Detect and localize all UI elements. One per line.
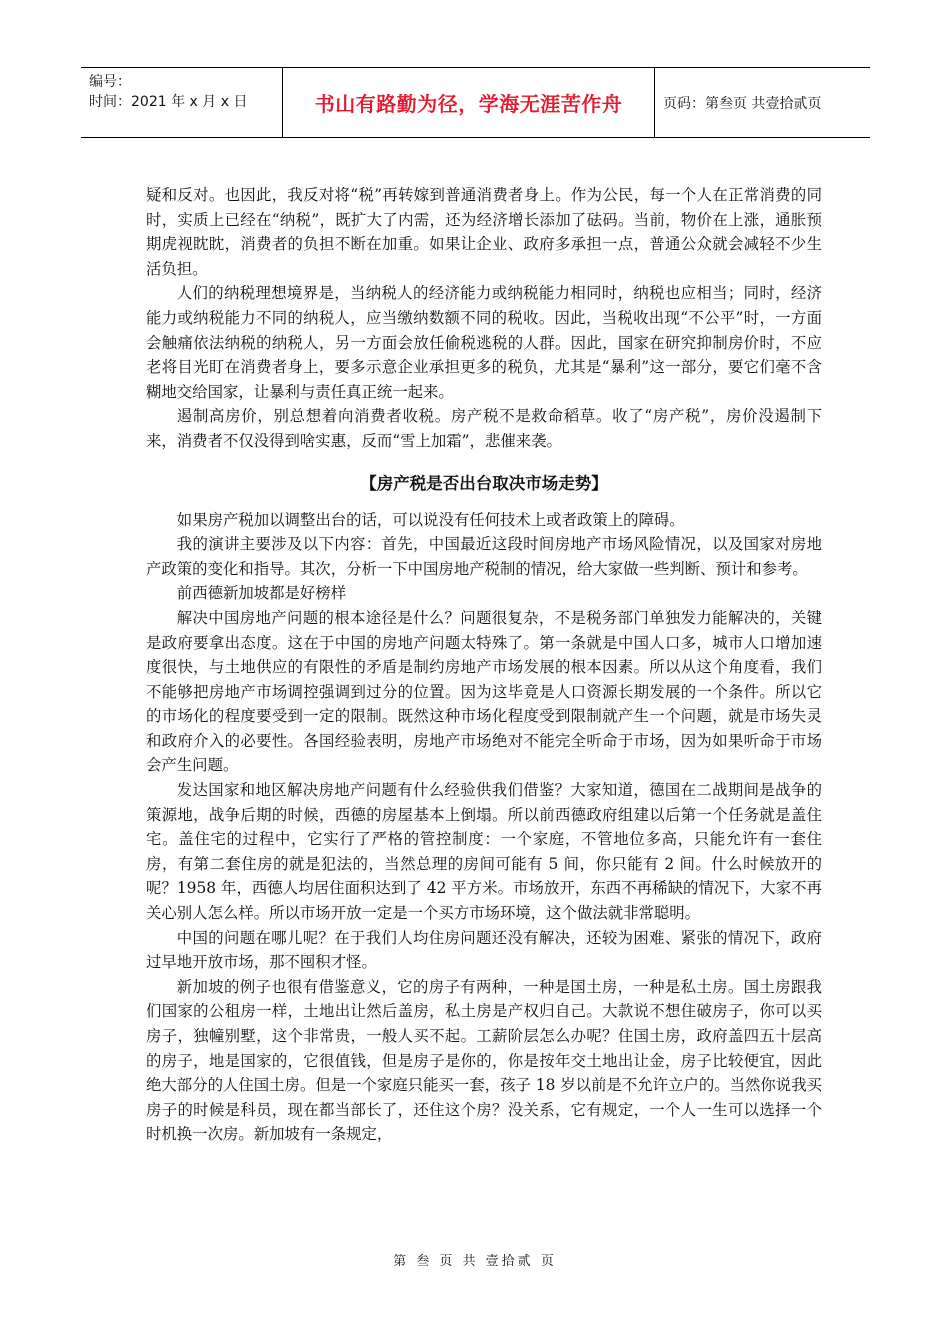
header-motto-cell (283, 68, 655, 137)
paragraph: 中国的问题在哪儿呢？在于我们人均住房问题还没有解决，还较为困难、紧张的情况下，政府过早地开放市场，那不囤积才怪。 (146, 928, 822, 972)
motto-text: 书山有路勤为径，学海无涯苦作舟 (314, 92, 623, 116)
section-heading: 【房产税是否出台取决市场走势】 (360, 473, 608, 493)
header-table (81, 67, 870, 138)
subheading-paragraph: 前西德新加坡都是好榜样 (176, 584, 347, 603)
paragraph: 如果房产税加以调整出台的话，可以说没有任何技术上或者政策上的障碍。 (176, 510, 685, 529)
paragraph: 人们的纳税理想境界是，当纳税人的经济能力或纳税能力相同时，纳税也应相当；同时，经济能力或纳税能力不同的纳税人，应当缴纳数额不同的税收。因此，当税收出现“不公平”时，一方面会触痛依法纳税的纳税人，另一方面会放任偷税逃税的人群。因此，国家在研究抑制房价时，不应老将目光盯在消费者身上，要多示意企业承担更多的税负，尤其是“暴利”这一部分，要它们毫不含糊地交给国家，让暴利与责任真正统一起来。 (146, 284, 822, 401)
paragraph: 疑和反对。也因此，我反对将“税”再转嫁到普通消费者身上。作为公民，每一个人在正常消费的同时，实质上已经在“纳税”，既扩大了内需，还为经济增长添加了砝码。当前，物价在上涨，通胀预期虎视眈眈，消费者的负担不断在加重。如果让企业、政府多承担一点，普通公众就会减轻不少生活负担。 (146, 186, 822, 278)
paragraph: 我的演讲主要涉及以下内容：首先，中国最近这段时间房地产市场风险情况，以及国家对房地产政策的变化和指导。其次，分析一下中国房地产税制的情况，给大家做一些判断、预计和参考。 (146, 535, 822, 578)
page-footer: 第 叁 页 共 壹拾贰 页 (393, 1254, 557, 1269)
document-number-label: 编号： (89, 74, 131, 90)
header-page-cell (655, 68, 870, 137)
paragraph: 新加坡的例子也很有借鉴意义，它的房子有两种，一种是国土房，一种是私土房。国土房跟我们国家的公租房一样，土地出让然后盖房，私土房是产权归自己。大款说不想住破房子，你可以买房子，独幢别墅，这个非常贵，一般人买不起。工薪阶层怎么办呢？住国土房，政府盖四五十层高的房子，地是国家的，它很值钱，但是房子是你的，你是按年交土地出让金，房子比较便宜，因此绝大部分的人住国土房。但是一个家庭只能买一套，孩子 18 岁以前是不允许立户的。当然你说我买房子的时候是科员，现在都当部长了，还住这个房？没关系，它有规定，一个人一生可以选择一个时机换一次房。新加坡有一条规定， (146, 977, 822, 1144)
page-number-label: 页码：第叁页 共壹拾贰页 (663, 95, 822, 112)
paragraph: 遏制高房价，别总想着向消费者收税。房产税不是救命稻草。收了“房产税”，房价没遏制下来，消费者不仅没得到啥实惠，反而“雪上加霜”，悲催来袭。 (146, 407, 822, 450)
header-meta-cell (81, 68, 283, 137)
document-date-label: 时间：2021 年 x 月 x 日 (89, 94, 248, 110)
paragraph: 解决中国房地产问题的根本途径是什么？问题很复杂，不是税务部门单独发力能解决的，关键是政府要拿出态度。这在于中国的房地产问题太特殊了。第一条就是中国人口多，城市人口增加速度很快，与土地供应的有限性的矛盾是制约房地产市场发展的根本因素。所以从这个角度看，我们不能够把房地产市场调控强调到过分的位置。因为这毕竟是人口资源长期发展的一个条件。所以它的市场化的程度要受到一定的限制。既然这种市场化程度受到限制就产生一个问题，就是市场失灵和政府介入的必要性。各国经验表明，房地产市场绝对不能完全听命于市场，因为如果听命于市场会产生问题。 (146, 608, 822, 775)
document-body (146, 183, 822, 1147)
paragraph: 发达国家和地区解决房地产问题有什么经验供我们借鉴？大家知道，德国在二战期间是战争的策源地，战争后期的时候，西德的房屋基本上倒塌。所以前西德政府组建以后第一个任务就是盖住宅。盖住宅的过程中，它实行了严格的管控制度：一个家庭，不管地位多高，只能允许有一套住房，有第二套住房的就是犯法的，当然总理的房间可能有 5 间，你只能有 2 间。什么时候放开的呢？1958 年，西德人均居住面积达到了 42 平方米。市场放开，东西不再稀缺的情况下，大家不再关心别人怎么样。所以市场开放一定是一个买方市场环境，这个做法就非常聪明。 (146, 781, 822, 923)
